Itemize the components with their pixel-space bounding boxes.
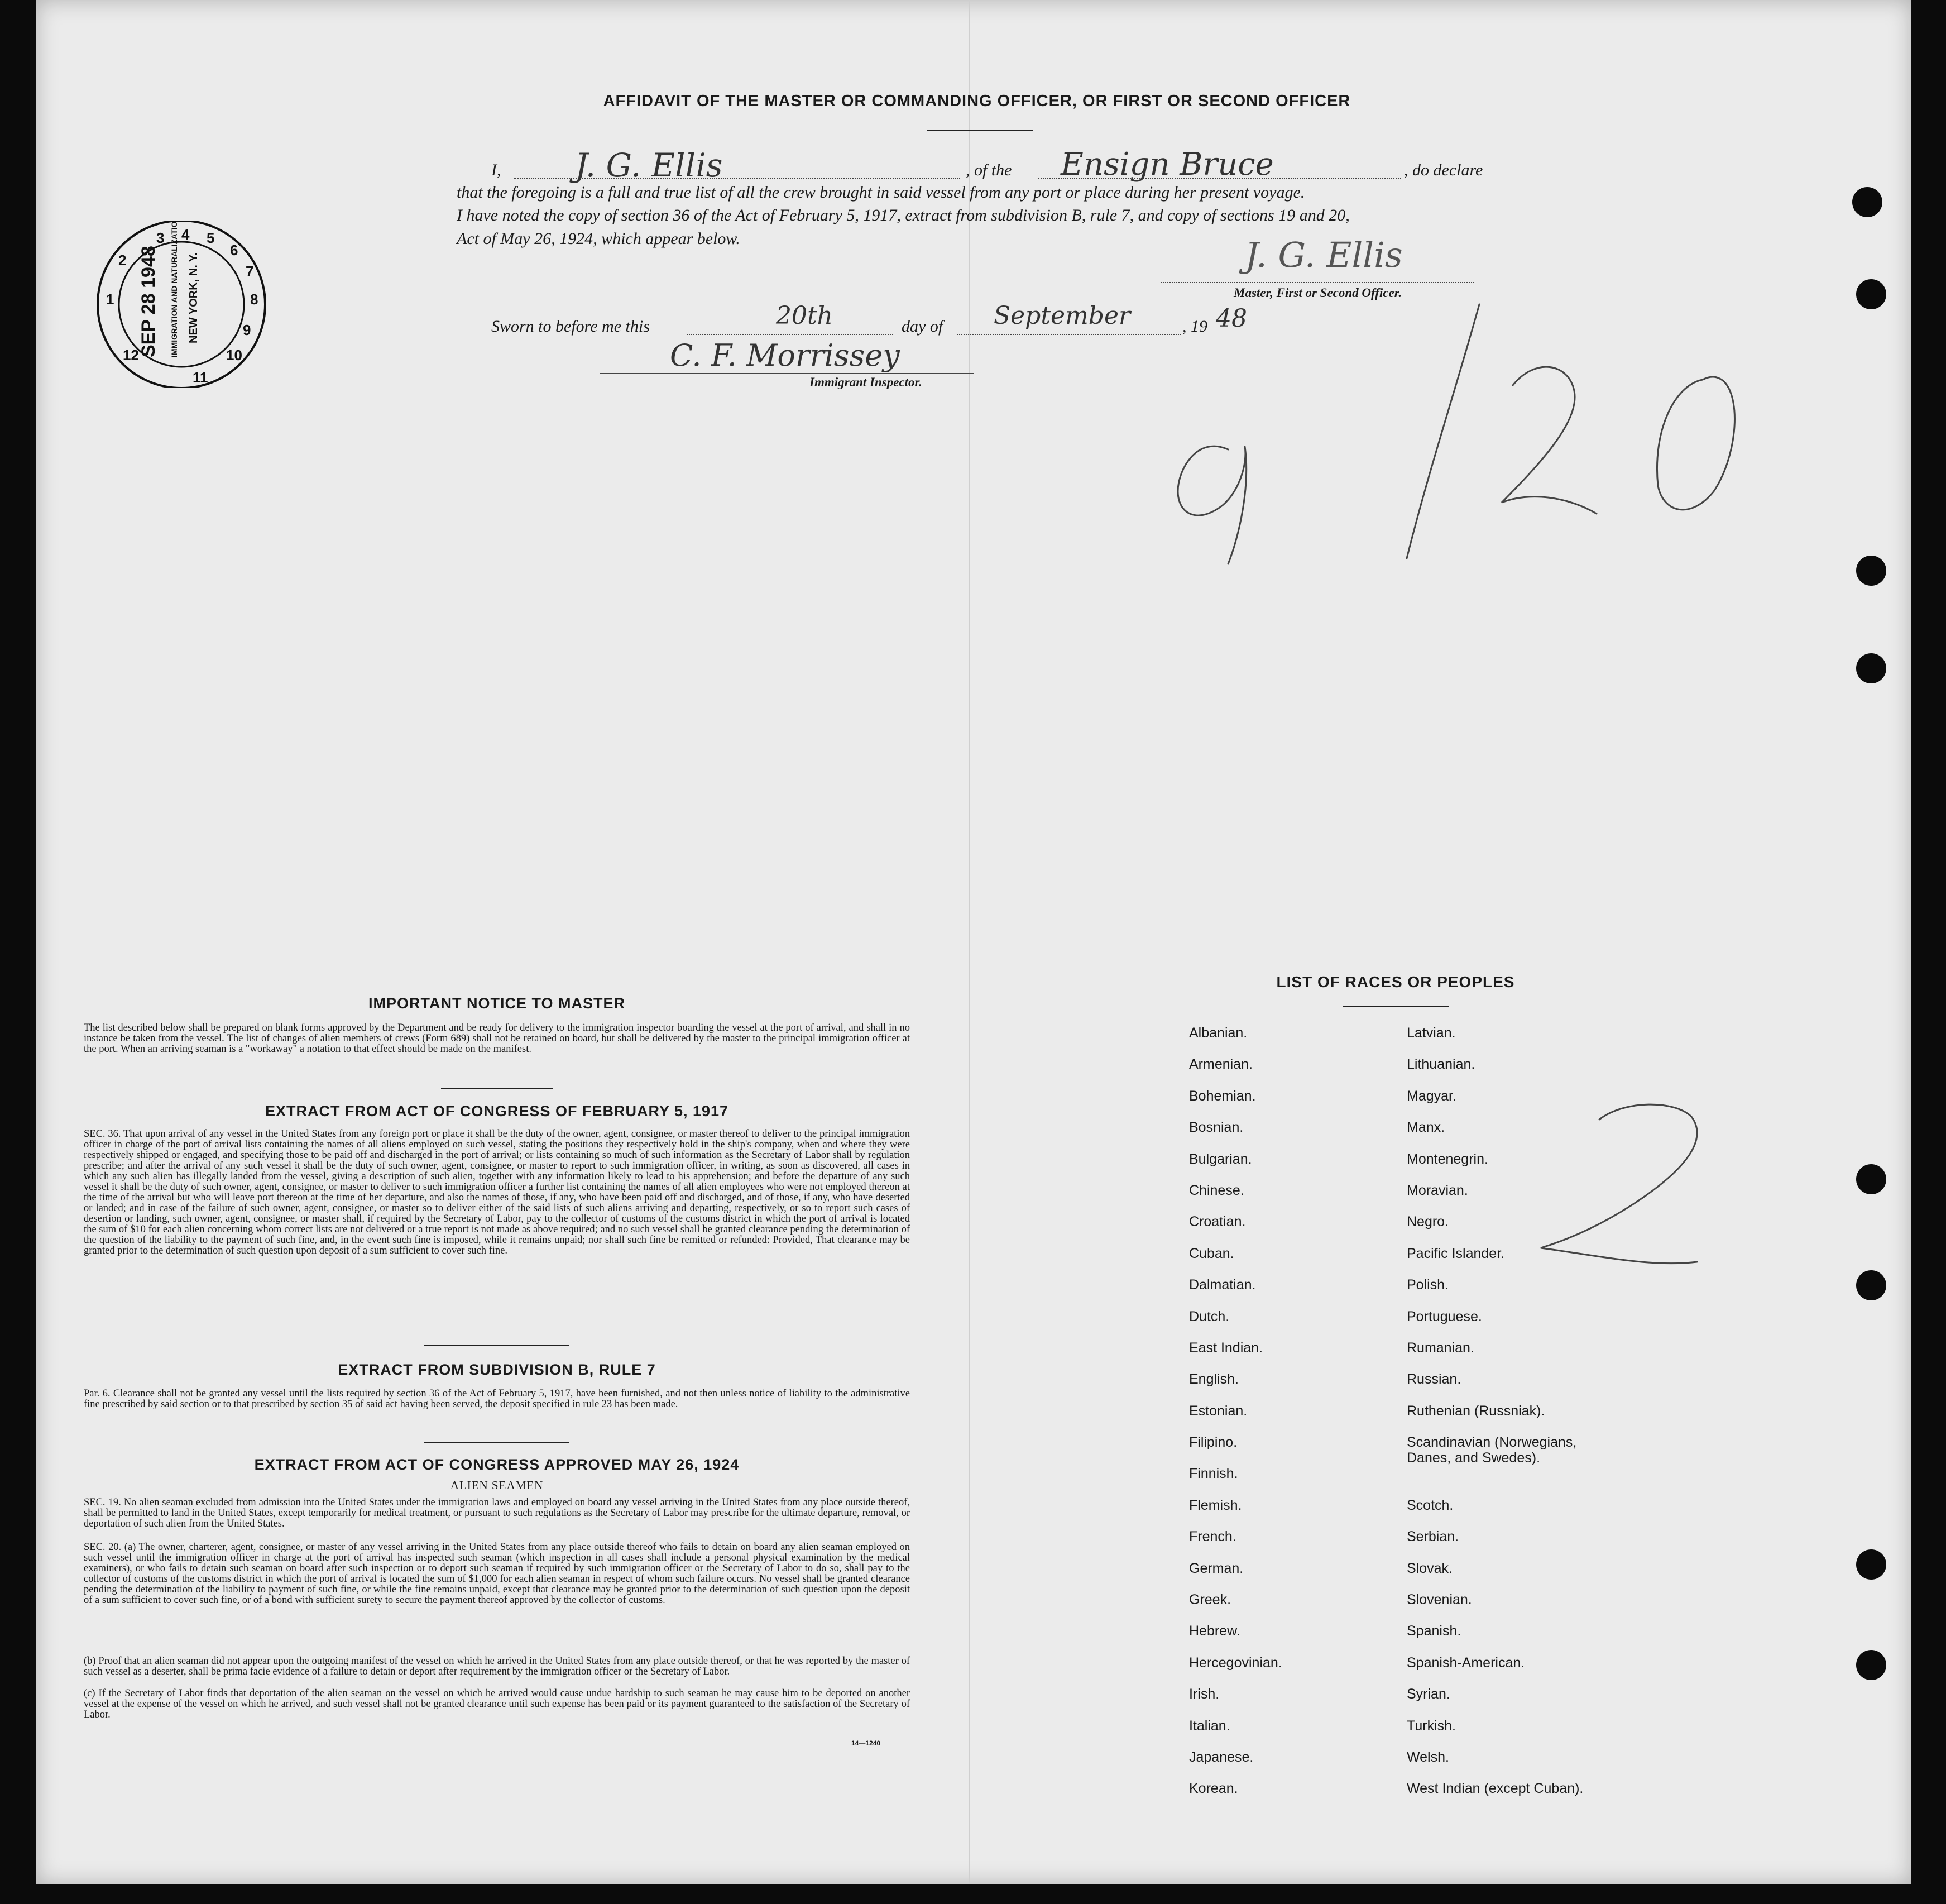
inspector-caption: Immigrant Inspector. [809, 375, 922, 389]
stamp-digit: 11 [193, 369, 208, 386]
race-item: Negro. [1407, 1214, 1449, 1230]
race-item: Pacific Islander. [1407, 1245, 1505, 1261]
race-item: Armenian. [1189, 1056, 1253, 1073]
race-item: Irish. [1189, 1686, 1220, 1702]
punch-hole [1856, 1549, 1886, 1580]
do-declare-label: , do declare [1404, 161, 1483, 179]
race-item: Lithuanian. [1407, 1056, 1475, 1073]
extract-rule7-title: EXTRACT FROM SUBDIVISION B, RULE 7 [338, 1361, 656, 1378]
stamp-digit: 5 [207, 229, 215, 246]
stamp-digit: 7 [246, 263, 254, 280]
race-item: Scotch. [1407, 1497, 1454, 1513]
punch-hole [1856, 1650, 1886, 1680]
stamp-digit: 3 [156, 229, 165, 246]
year-prefix-label: , 19 [1182, 317, 1207, 336]
stamp-digit: 2 [118, 252, 127, 269]
vessel-name-handwritten: Ensign Bruce [1061, 146, 1274, 183]
extract-1924-title: EXTRACT FROM ACT OF CONGRESS APPROVED MAY 26, 1924 [254, 1456, 740, 1473]
punch-hole [1852, 187, 1882, 217]
inspection-stamp [84, 221, 285, 388]
race-item: Dutch. [1189, 1308, 1230, 1324]
title-divider [927, 130, 1033, 131]
race-item: Moravian. [1407, 1182, 1468, 1198]
stamp-digit: 6 [230, 242, 238, 259]
section-divider [424, 1345, 569, 1346]
race-item: German. [1189, 1560, 1244, 1576]
sworn-label: Sworn to before me this [491, 317, 650, 336]
extract-rule7-text: Par. 6. Clearance shall not be granted any vessel until the lists required by section 36 of the Act of February 5, 1917, have been furnished, and not then unless notice of liability to the administrative fine prescribed by said section or to that prescribed by section 35 of said act having been served, the deposit specified in rule 23 has been made. [84, 1388, 910, 1410]
race-item: Manx. [1407, 1120, 1445, 1136]
stamp-date: SEP 28 1948 [138, 246, 159, 357]
page-fold-line [969, 0, 970, 1884]
race-item: Filipino. [1189, 1434, 1238, 1451]
races-title: LIST OF RACES OR PEOPLES [1276, 973, 1515, 991]
inspector-signature: C. F. Morrissey [670, 338, 900, 373]
form-number: 14—1240 [851, 1739, 881, 1747]
punch-hole [1856, 1164, 1886, 1194]
race-item: Flemish. [1189, 1497, 1242, 1513]
race-item: Japanese. [1189, 1749, 1254, 1765]
punch-hole [1856, 279, 1886, 309]
affidavit-line-4: Act of May 26, 1924, which appear below. [457, 229, 740, 248]
races-divider [1343, 1006, 1449, 1007]
race-item: Portuguese. [1407, 1308, 1482, 1324]
stamp-city: NEW YORK, N. Y. [188, 252, 200, 343]
day-handwritten: 20th [776, 302, 833, 330]
race-item: Slovenian. [1407, 1592, 1472, 1608]
race-item: Rumanian. [1407, 1340, 1474, 1356]
race-item: Finnish. [1189, 1466, 1238, 1482]
race-item: West Indian (except Cuban). [1407, 1781, 1584, 1797]
races-right-column [1407, 1025, 1583, 1812]
race-item: Bosnian. [1189, 1120, 1244, 1136]
punch-hole [1856, 1270, 1886, 1300]
stamp-agency: IMMIGRATION AND NATURALIZATION SERVICE [170, 221, 179, 357]
race-item: Slovak. [1407, 1560, 1453, 1576]
race-item: French. [1189, 1529, 1236, 1545]
race-item: Polish. [1407, 1277, 1449, 1293]
race-item: East Indian. [1189, 1340, 1263, 1356]
race-item: Russian. [1407, 1371, 1461, 1388]
race-item: English. [1189, 1371, 1239, 1388]
race-item: Bohemian. [1189, 1088, 1256, 1104]
race-item: Ruthenian (Russniak). [1407, 1403, 1545, 1419]
notice-title: IMPORTANT NOTICE TO MASTER [368, 995, 625, 1012]
stamp-digit: 12 [123, 347, 139, 363]
race-item: Albanian. [1189, 1025, 1248, 1041]
day-of-label: day of [902, 317, 943, 336]
affidavit-title: AFFIDAVIT OF THE MASTER OR COMMANDING OFFICER, OR FIRST OR SECOND OFFICER [603, 92, 1351, 110]
race-item: Spanish. [1407, 1623, 1461, 1639]
section-divider [424, 1442, 569, 1443]
master-signature: J. G. Ellis [1245, 235, 1403, 275]
race-item: Turkish. [1407, 1718, 1456, 1734]
races-left-column [1189, 1025, 1282, 1812]
pencil-fraction-9-20 [1144, 302, 1775, 581]
master-signature-line [1161, 282, 1474, 283]
race-item: Latvian. [1407, 1025, 1456, 1041]
stamp-digit: 10 [226, 347, 242, 363]
extract-1917-text: SEC. 36. That upon arrival of any vessel in the United States from any foreign port or place it shall be the duty of the owner, agent, consignee, or master thereof to deliver to the principal immigration officer in charge of the port of arrival lists containing the names of all aliens employed on such vessel, stating the positions they respectively hold in the ship's company, when and where they were respectively shipped or engaged, and specifying those to be paid off and discharged in the port of arrival; or lists containing so much of such information as the Secretary of Labor shall by regulation prescribe; and after the arrival of any such vessel it shall be the duty of such owner, agent, consignee, or master to report to such immigration officer, in writing, as soon as discovered, all cases in which any such alien has illegally landed from the vessel, giving a description of such alien, together with any information likely to lead to his apprehension; and before the departure of any such vessel it shall be the duty of such owner, agent, consignee, or master to deliver to such immigration officer a further list containing the names of all alien employees who were not employed thereon at the time of the arrival but who will leave port thereon at the time of her departure, and also the names of those, if any, who have been paid off and discharged, and of those, if any, who have deserted or landed; and in case of the failure of such owner, agent, consignee, or master so to deliver either of the said lists of such aliens arriving and departing, respectively, or so to report such cases of desertion or landing, such owner, agent, consignee, or master shall, if required by the Secretary of Labor, pay to the collector of customs of the customs district in which the port of arrival is located the sum of $10 for each alien concerning whom correct lists are not delivered or a true report is not made as above required; and no such vessel shall be granted clearance pending the determination of the question of the liability to the payment of such fine, and, in the event such fine is imposed, while it remains unpaid; nor shall such fine be remitted or refunded: Provided, That clearance may be granted prior to the determination of such question upon deposit of a sum sufficient to cover such fine. [84, 1128, 910, 1256]
stamp-digit: 4 [181, 226, 190, 243]
punch-hole [1856, 653, 1886, 683]
inspector-signature-line [600, 373, 974, 374]
race-item: Scandinavian (Norwegians, Danes, and Swedes). [1407, 1434, 1577, 1466]
notice-text: The list described below shall be prepared on blank forms approved by the Department and be ready for delivery to the immigration inspector boarding the vessel at the port of arrival, and shall in no instance be taken from the vessel. The list of changes of alien members of crews (Form 689) shall not be retained on board, but shall be delivered by the master to the principal immigration officer at the port. When an arriving seaman is a "workaway" a notation to that effect should be made on the manifest. [84, 1022, 910, 1055]
extract-1924-sec20b: (b) Proof that an alien seaman did not appear upon the outgoing manifest of the vessel on which he arrived in the United States from any place outside thereof, or that he was reported by the master of such vessel as a deserter, shall be prima facie evidence of a failure to detain or deport after requirement by the immigration officer or the Secretary of Labor. [84, 1656, 910, 1677]
of-the-label: , of the [966, 161, 1012, 179]
extract-1917-title: EXTRACT FROM ACT OF CONGRESS OF FEBRUARY 5, 1917 [265, 1103, 729, 1120]
stamp-digit: 8 [250, 291, 258, 308]
race-item: Hercegovinian. [1189, 1654, 1282, 1671]
officer-name-handwritten: J. G. Ellis [575, 146, 723, 184]
race-item: Croatian. [1189, 1214, 1246, 1230]
race-item: Magyar. [1407, 1088, 1456, 1104]
race-item: Hebrew. [1189, 1623, 1240, 1639]
race-item: Syrian. [1407, 1686, 1450, 1702]
race-item: Korean. [1189, 1781, 1238, 1797]
year-handwritten: 48 [1216, 304, 1247, 333]
race-item: Italian. [1189, 1718, 1230, 1734]
extract-1924-sec20a: SEC. 20. (a) The owner, charterer, agent, consignee, or master of any vessel arriving in the United States from any place outside thereof who fails to detain on board any alien seaman employed on such vessel until the immigration officer in charge at the port of arrival has inspected such seaman (which inspection in all cases shall include a personal physical examination by the medical examiners), or who fails to detain such seaman on board after such inspection or to deport such seaman if required by such immigration officer or the Secretary of Labor to do so, shall pay to the collector of customs of the customs district in which the port of arrival is located the sum of $1,000 for each alien seaman in respect of whom such failure occurs. No vessel shall be granted clearance pending the determination of the liability to payment of such fine, or while the fine remains unpaid, except that clearance may be granted prior to the determination of such question upon the deposit of a sum sufficient to cover such fine, or of a bond with sufficient surety to secure the payment thereof approved by the collector of customs. [84, 1542, 910, 1606]
day-line [687, 334, 893, 335]
race-item: Estonian. [1189, 1403, 1248, 1419]
master-signature-caption: Master, First or Second Officer. [1234, 286, 1402, 300]
stamp-digit: 9 [243, 322, 251, 338]
section-divider [441, 1088, 553, 1089]
extract-1924-sec20c: (c) If the Secretary of Labor finds that deportation of the alien seaman on the vessel on which he arrived would cause undue hardship to such seaman he may cause him to be deported on another vessel at the expense of the vessel on which he arrived, and such vessel shall not be granted clearance until such expense has been paid or its payment guaranteed to the satisfaction of the Secretary of Labor. [84, 1688, 910, 1720]
race-item: Greek. [1189, 1592, 1231, 1608]
extract-1924-sec19: SEC. 19. No alien seaman excluded from admission into the United States under the immigration laws and employed on board any vessel arriving in the United States from any place outside thereof, shall be permitted to land in the United States, except temporarily for medical treatment, or pursuant to such regulations as the Secretary of Labor may prescribe for the ultimate departure, removal, or deportation of such alien from the United States. [84, 1497, 910, 1529]
race-item: Dalmatian. [1189, 1277, 1256, 1293]
race-item: Montenegrin. [1407, 1151, 1488, 1167]
race-item: Chinese. [1189, 1182, 1244, 1198]
affidavit-line-2: that the foregoing is a full and true list of all the crew brought in said vessel from any port or place during her present voyage. [457, 183, 1305, 202]
extract-1924-subtitle: ALIEN SEAMEN [450, 1479, 544, 1492]
race-item: Serbian. [1407, 1529, 1459, 1545]
month-handwritten: September [994, 302, 1131, 330]
race-item: Cuban. [1189, 1245, 1234, 1261]
affidavit-line-3: I have noted the copy of section 36 of the Act of February 5, 1917, extract from subdivision B, rule 7, and copy of sections 19 and 20, [457, 206, 1350, 224]
stamp-digit: 1 [106, 291, 114, 308]
punch-hole [1856, 556, 1886, 586]
race-item: Welsh. [1407, 1749, 1449, 1765]
affidavit-i-label: I, [491, 161, 501, 179]
race-item: Bulgarian. [1189, 1151, 1252, 1167]
race-item: Spanish-American. [1407, 1654, 1525, 1671]
